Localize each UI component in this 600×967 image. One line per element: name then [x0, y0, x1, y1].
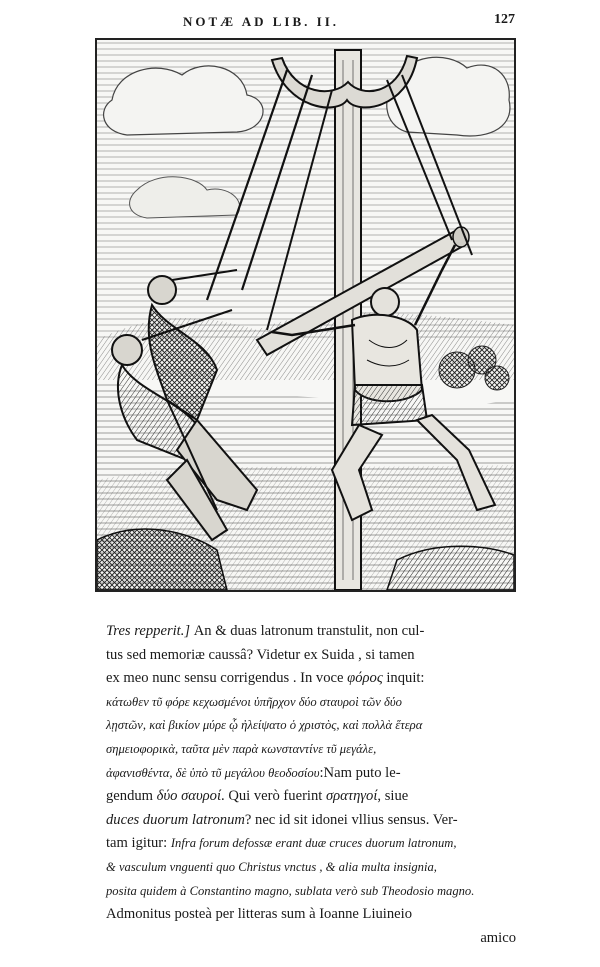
text-run: κάτωθεν τῦ φόρε κεχωσμένοι ὑπῆρχον δύο σταυροὶ τῶν δύο	[106, 694, 402, 709]
text-run: . Qui verò fuerint	[221, 788, 326, 805]
text-run: gendum	[106, 788, 157, 805]
text-run: amico	[480, 929, 516, 946]
text-run: duces duorum latronum	[106, 811, 245, 828]
running-header	[95, 10, 515, 36]
text-run: posita quidem à Constantino magno, sublata verò sub Theodosio magno.	[106, 883, 475, 898]
text-line	[106, 903, 516, 927]
text-run: φόρος	[347, 670, 383, 687]
text-run: ἀφανισθέντα, δὲ ὑπὸ τῦ μεγάλου θεοδοσίου	[106, 765, 320, 780]
text-line	[106, 880, 516, 904]
text-line	[106, 620, 516, 644]
running-title: NOTÆ AD LIB. II.	[183, 14, 339, 29]
text-line	[106, 832, 516, 856]
woodcut-illustration	[95, 38, 516, 592]
text-line	[106, 762, 516, 786]
text-run: ? nec id sit idonei vllius sensus. Ver-	[244, 811, 458, 828]
text-run: λῃστῶν, καὶ βικίον μύρε ᾧ ἠλείψατο ὁ χριστὸς, καὶ πολλὰ ἕτερα	[106, 718, 423, 733]
woodcut-engraving	[97, 40, 514, 590]
text-run: An & duas latronum transtulit, non cul-	[193, 623, 425, 639]
text-line	[106, 667, 516, 691]
text-run: σρατηγοί	[325, 788, 378, 805]
text-run: Tres repperit.]	[106, 623, 194, 639]
text-run: :Nam puto le-	[319, 764, 401, 781]
text-run: tam igitur:	[106, 835, 171, 852]
text-run: inquit:	[382, 670, 425, 687]
commentary-text	[106, 620, 516, 950]
text-line	[106, 644, 516, 668]
text-line	[106, 856, 516, 880]
text-line	[106, 809, 516, 833]
text-run: , siue	[377, 788, 409, 805]
text-line	[106, 785, 516, 809]
text-line	[106, 691, 516, 715]
text-run: δύο σαυροί	[156, 788, 222, 805]
text-run: tus sed memoriæ caussâ? Videtur ex Suida , si tamen	[106, 646, 415, 663]
text-run: ex meo nunc sensu corrigendus . In voce	[106, 670, 348, 687]
text-line	[106, 714, 516, 738]
text-run: & vasculum vnguenti quo Christus vnctus , & alia multa insignia,	[106, 859, 437, 874]
page-number: 127	[494, 12, 515, 27]
text-run: Infra forum defossæ erant duæ cruces duorum latronum,	[170, 836, 457, 851]
text-run: Admonitus posteà per litteras sum à Ioanne Liuineio	[106, 906, 412, 923]
text-line	[106, 927, 516, 951]
text-run: σημειοφορικὰ, ταῦτα μὲν παρὰ κωνσταντίνε τῦ μεγάλε,	[106, 741, 377, 756]
text-line	[106, 738, 516, 762]
